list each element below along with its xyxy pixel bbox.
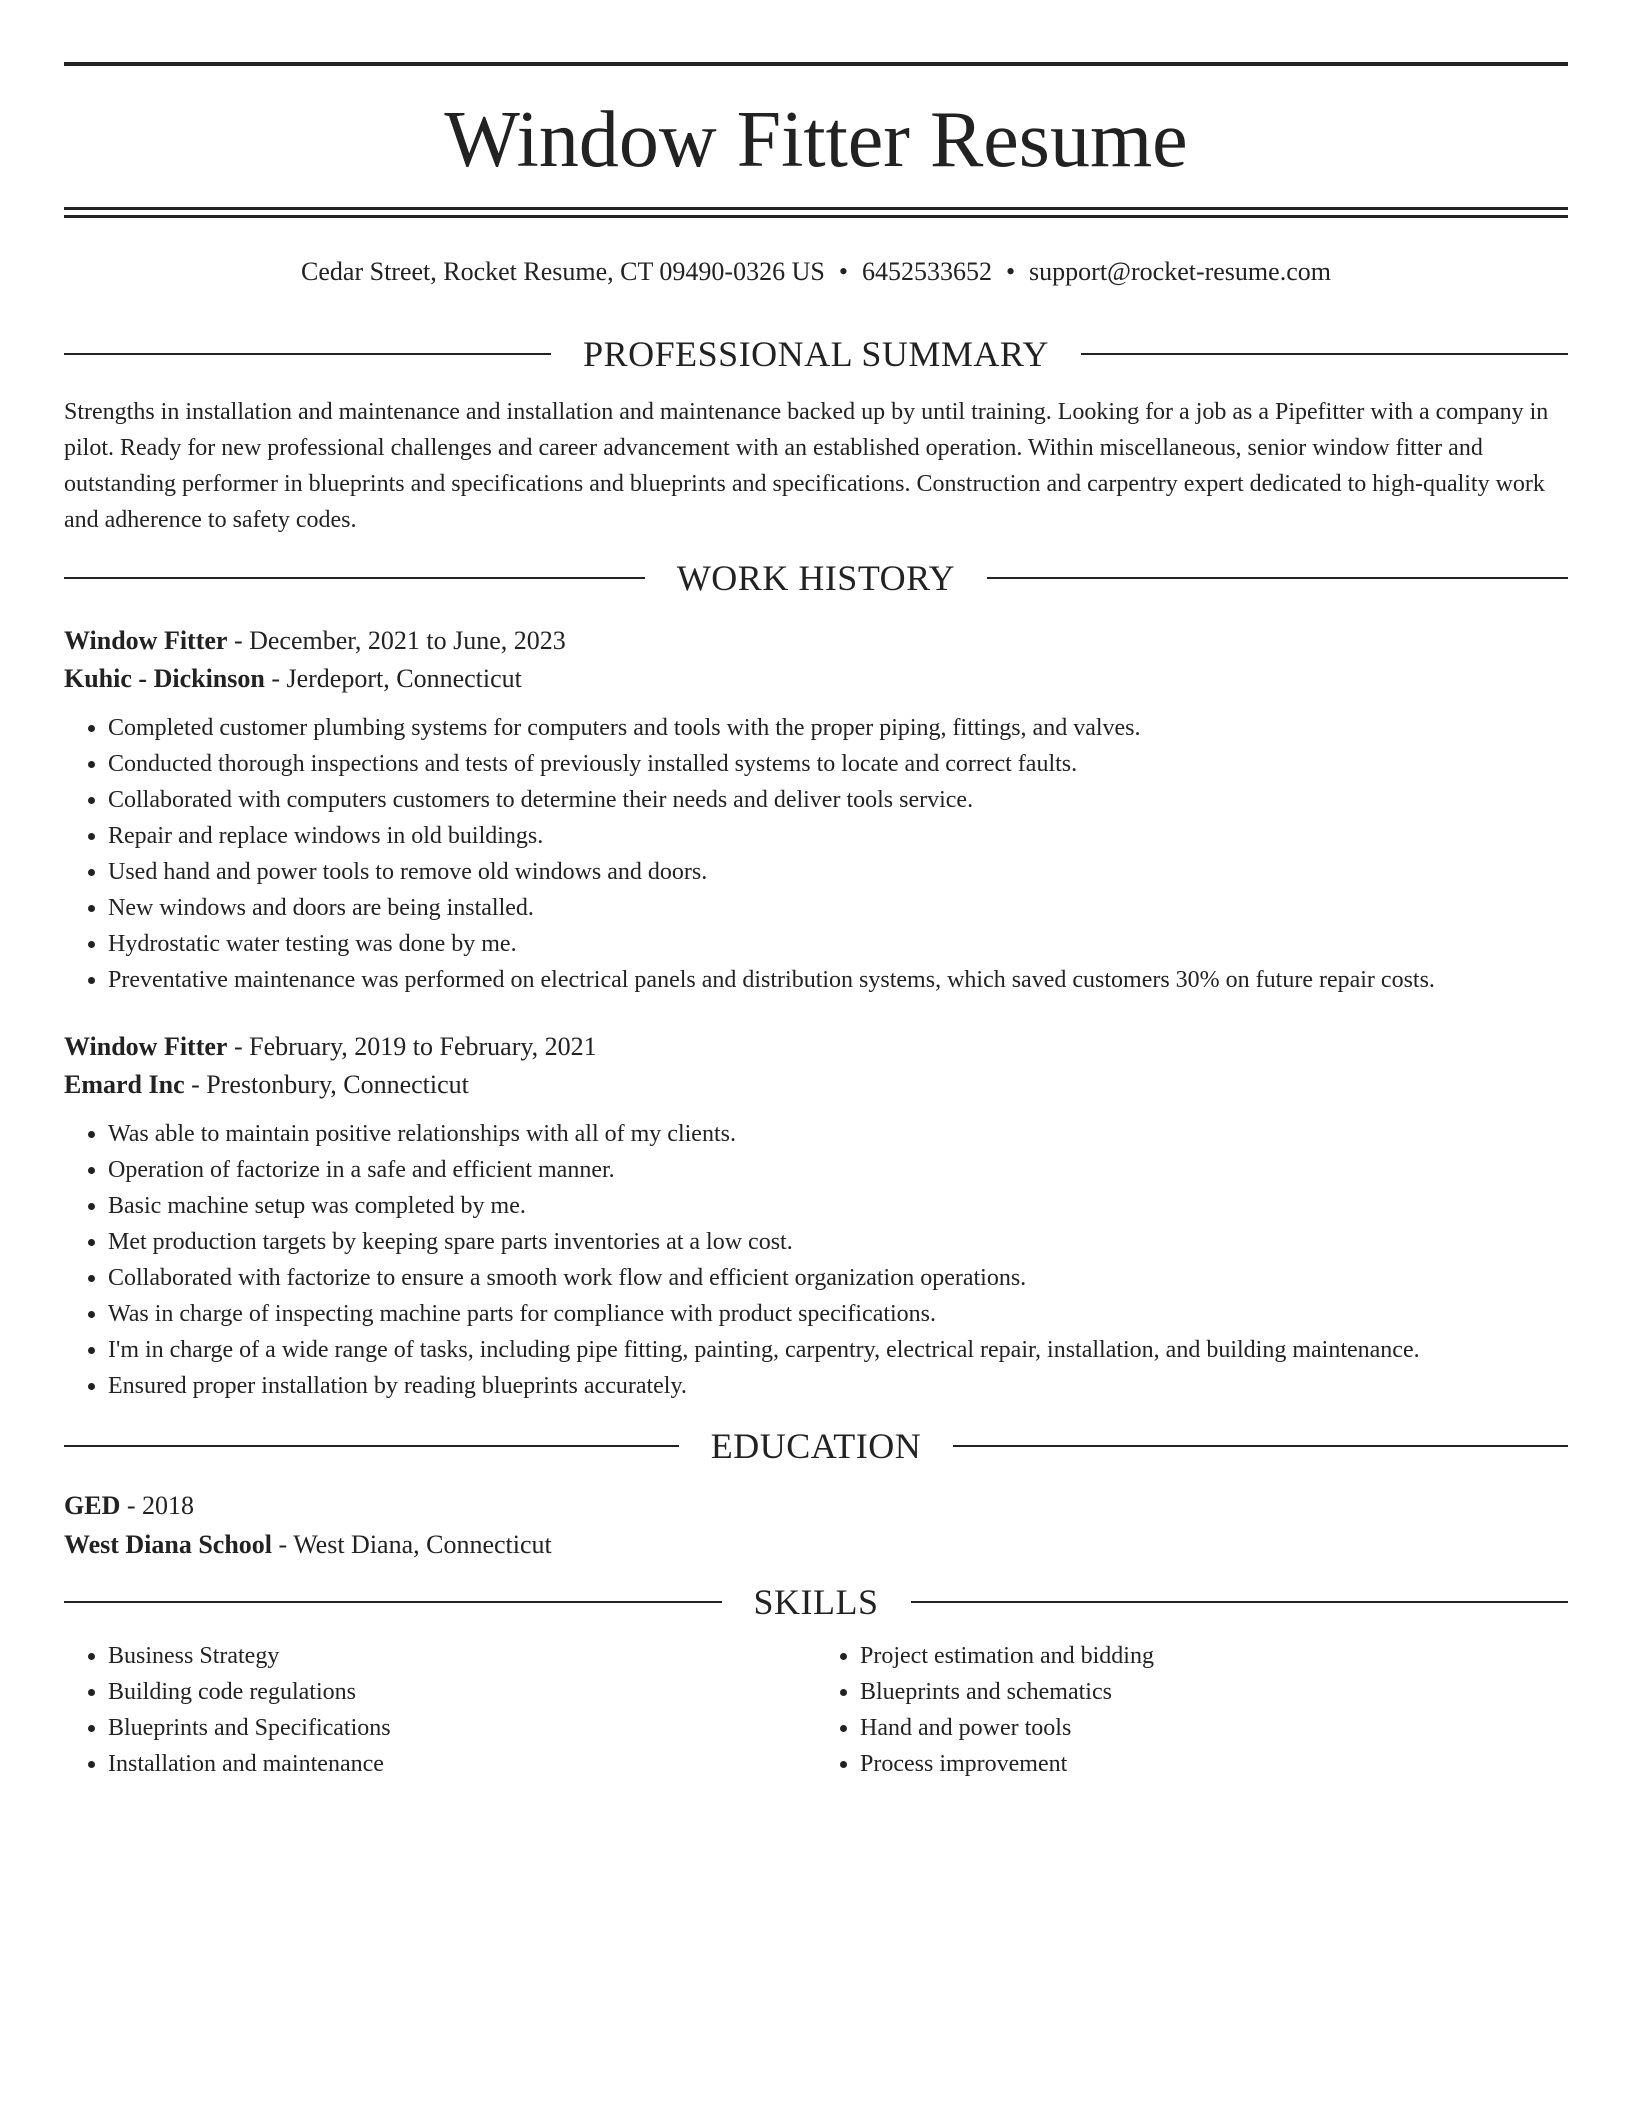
skill-item: • Hand and power tools bbox=[860, 1710, 1568, 1746]
heading-rule-left bbox=[64, 1601, 722, 1603]
work-history-heading-label: WORK HISTORY bbox=[676, 558, 956, 598]
contact-address: Cedar Street, Rocket Resume, CT 09490-0326 US bbox=[301, 257, 825, 286]
job-location: - Jerdeport, Connecticut bbox=[264, 664, 522, 693]
work-history-heading bbox=[64, 554, 1568, 602]
skill-item: • Process improvement bbox=[860, 1746, 1568, 1782]
contact-separator: • bbox=[1005, 257, 1016, 286]
job-bullet: • Was able to maintain positive relationships with all of my clients. bbox=[108, 1116, 1568, 1152]
job-entry bbox=[64, 1028, 1568, 1404]
skill-item: • Blueprints and Specifications bbox=[108, 1710, 816, 1746]
job-bullet: • Collaborated with computers customers to determine their needs and deliver tools service. bbox=[108, 782, 1568, 818]
job-company-line bbox=[64, 660, 1568, 698]
education-school: West Diana School bbox=[64, 1530, 273, 1559]
job-bullet: • I'm in charge of a wide range of tasks, including pipe fitting, painting, carpentry, electrical repair, installation, and building maintenance. bbox=[108, 1332, 1568, 1368]
contact-phone: 6452533652 bbox=[861, 257, 992, 286]
job-bullet: • Met production targets by keeping spare parts inventories at a low cost. bbox=[108, 1224, 1568, 1260]
job-bullet: • New windows and doors are being installed. bbox=[108, 890, 1568, 926]
work-history-section bbox=[64, 554, 1568, 1404]
heading-rule-right bbox=[953, 1445, 1568, 1447]
education-heading bbox=[64, 1422, 1568, 1470]
skill-item: • Business Strategy bbox=[108, 1638, 816, 1674]
resume-title: Window Fitter Resume bbox=[444, 96, 1188, 184]
job-bullet: • Hydrostatic water testing was done by me. bbox=[108, 926, 1568, 962]
job-company: Emard Inc bbox=[64, 1070, 185, 1099]
job-bullets bbox=[64, 710, 1568, 998]
title-double-rule bbox=[64, 207, 1568, 218]
heading-rule-right bbox=[987, 577, 1568, 579]
job-bullet: • Collaborated with factorize to ensure a smooth work flow and efficient organization operations. bbox=[108, 1260, 1568, 1296]
summary-heading-label: PROFESSIONAL SUMMARY bbox=[583, 334, 1049, 374]
resume-content bbox=[64, 330, 1568, 1782]
job-bullet: • Basic machine setup was completed by me. bbox=[108, 1188, 1568, 1224]
top-rule bbox=[64, 62, 1568, 66]
job-dates: - February, 2019 to February, 2021 bbox=[227, 1032, 597, 1061]
skills-section bbox=[64, 1578, 1568, 1782]
job-bullet: • Was in charge of inspecting machine parts for compliance with product specifications. bbox=[108, 1296, 1568, 1332]
education-school-line bbox=[64, 1525, 1568, 1564]
education-degree-line bbox=[64, 1486, 1568, 1525]
job-company-line bbox=[64, 1066, 1568, 1104]
job-bullet: • Preventative maintenance was performed on electrical panels and distribution systems, which saved customers 30% on future repair costs. bbox=[108, 962, 1568, 998]
skill-item: • Blueprints and schematics bbox=[860, 1674, 1568, 1710]
education-heading-label: EDUCATION bbox=[710, 1426, 922, 1466]
job-bullet: • Operation of factorize in a safe and efficient manner. bbox=[108, 1152, 1568, 1188]
education-location: - West Diana, Connecticut bbox=[272, 1530, 552, 1559]
summary-section bbox=[64, 330, 1568, 538]
job-entry bbox=[64, 622, 1568, 998]
job-dates: - December, 2021 to June, 2023 bbox=[227, 626, 566, 655]
education-year: - 2018 bbox=[120, 1491, 195, 1520]
education-entry bbox=[64, 1486, 1568, 1564]
heading-rule-left bbox=[64, 577, 645, 579]
contact-line bbox=[64, 254, 1568, 290]
summary-heading bbox=[64, 330, 1568, 378]
job-bullet: • Repair and replace windows in old buildings. bbox=[108, 818, 1568, 854]
job-company: Kuhic - Dickinson bbox=[64, 664, 265, 693]
skill-item: • Project estimation and bidding bbox=[860, 1638, 1568, 1674]
skill-item: • Installation and maintenance bbox=[108, 1746, 816, 1782]
job-bullets bbox=[64, 1116, 1568, 1404]
job-title-line bbox=[64, 622, 1568, 660]
heading-rule-right bbox=[1081, 353, 1568, 355]
job-title: Window Fitter bbox=[64, 626, 228, 655]
skills-list-right bbox=[816, 1638, 1568, 1782]
job-bullet: • Completed customer plumbing systems for computers and tools with the proper piping, fittings, and valves. bbox=[108, 710, 1568, 746]
skills-heading-label: SKILLS bbox=[753, 1582, 879, 1622]
education-section bbox=[64, 1422, 1568, 1564]
heading-rule-right bbox=[911, 1601, 1569, 1603]
skill-item: • Building code regulations bbox=[108, 1674, 816, 1710]
skills-grid bbox=[64, 1638, 1568, 1782]
job-bullet: • Ensured proper installation by reading blueprints accurately. bbox=[108, 1368, 1568, 1404]
job-bullet: • Conducted thorough inspections and tests of previously installed systems to locate and correct faults. bbox=[108, 746, 1568, 782]
skills-heading bbox=[64, 1578, 1568, 1626]
education-degree: GED bbox=[64, 1491, 121, 1520]
contact-email: support@rocket-resume.com bbox=[1029, 257, 1331, 286]
job-title-line bbox=[64, 1028, 1568, 1066]
contact-separator: • bbox=[838, 257, 848, 286]
heading-rule-left bbox=[64, 353, 551, 355]
heading-rule-left bbox=[64, 1445, 679, 1447]
job-title: Window Fitter bbox=[64, 1032, 228, 1061]
skills-list-left bbox=[64, 1638, 816, 1782]
job-bullet: • Used hand and power tools to remove old windows and doors. bbox=[108, 854, 1568, 890]
job-location: - Prestonbury, Connecticut bbox=[184, 1070, 469, 1099]
summary-text: Strengths in installation and maintenance and installation and maintenance backed up by until training. Looking for a job as a Pipefitter with a company in pilot. Ready for new professional challenges and career advancement with an established operation. Within miscellaneous, senior window fitter and outstanding performer in blueprints and specifications and blueprints and specifications. Construction and carpentry expert dedicated to high-quality work and adherence to safety codes. bbox=[64, 399, 1549, 533]
